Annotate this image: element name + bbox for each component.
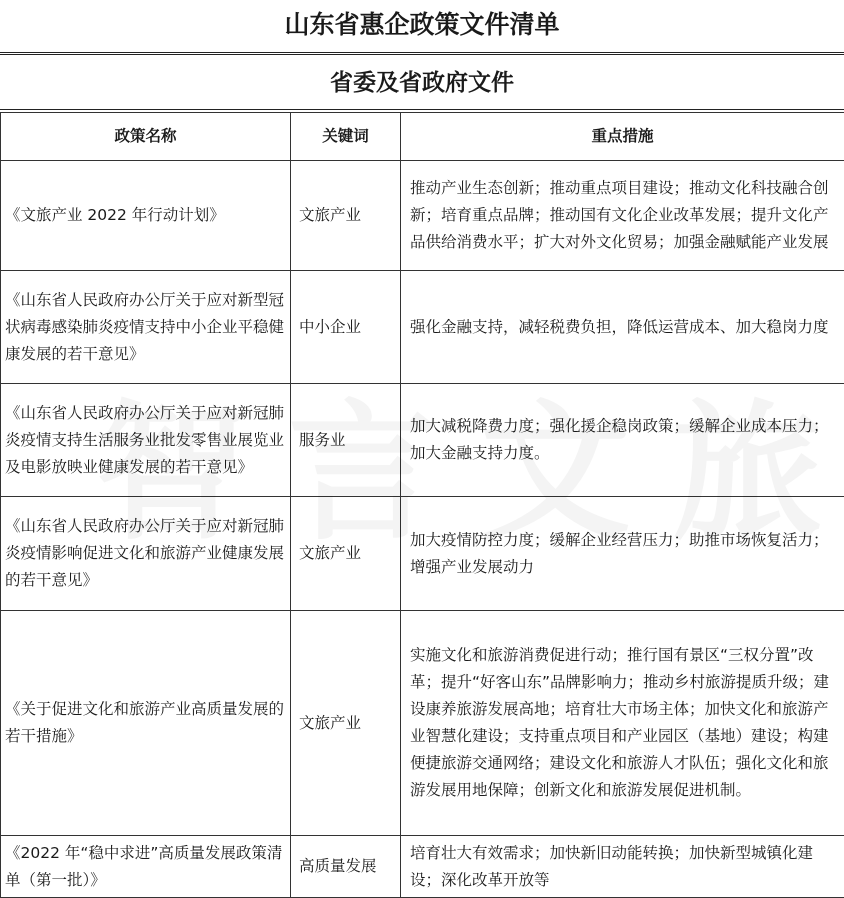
policy-table — [0, 112, 844, 898]
keyword-cell: 中小企业 — [291, 271, 401, 384]
measures-cell: 加大减税降费力度；强化援企稳岗政策；缓解企业成本压力；加大金融支持力度。 — [401, 384, 844, 497]
policy-name-cell: 《2022 年“稳中求进”高质量发展政策清单（第一批）》 — [1, 836, 291, 898]
header-keyword: 关键词 — [291, 113, 401, 161]
table-row — [1, 497, 844, 611]
policy-name-cell: 《山东省人民政府办公厅关于应对新冠肺炎疫情支持生活服务业批发零售业展览业及电影放映业健康发展的若干意见》 — [1, 384, 291, 497]
policy-name-cell: 《文旅产业 2022 年行动计划》 — [1, 161, 291, 271]
keyword-cell: 文旅产业 — [291, 611, 401, 836]
measures-cell: 强化金融支持，减轻税费负担，降低运营成本、加大稳岗力度 — [401, 271, 844, 384]
keyword-cell: 文旅产业 — [291, 497, 401, 611]
header-policy-name: 政策名称 — [1, 113, 291, 161]
measures-cell: 推动产业生态创新；推动重点项目建设；推动文化科技融合创新；培育重点品牌；推动国有文化企业改革发展；提升文化产品供给消费水平；扩大对外文化贸易；加强金融赋能产业发展 — [401, 161, 844, 271]
table-row — [1, 611, 844, 836]
measures-cell: 实施文化和旅游消费促进行动；推行国有景区“三权分置”改革；提升“好客山东”品牌影响力；推动乡村旅游提质升级；建设康养旅游发展高地；培育壮大市场主体；加快文化和旅游产业智慧化建设；支持重点项目和产业园区（基地）建设；构建便捷旅游交通网络；建设文化和旅游人才队伍；强化文化和旅游发展用地保障；创新文化和旅游发展促进机制。 — [401, 611, 844, 836]
policy-name-cell: 《关于促进文化和旅游产业高质量发展的若干措施》 — [1, 611, 291, 836]
table-row — [1, 384, 844, 497]
keyword-cell: 高质量发展 — [291, 836, 401, 898]
section-subtitle: 省委及省政府文件 — [0, 54, 844, 110]
table-header-row — [1, 113, 844, 161]
measures-cell: 培育壮大有效需求；加快新旧动能转换；加快新型城镇化建设；深化改革开放等 — [401, 836, 844, 898]
measures-cell: 加大疫情防控力度；缓解企业经营压力；助推市场恢复活力；增强产业发展动力 — [401, 497, 844, 611]
policy-name-cell: 《山东省人民政府办公厅关于应对新冠肺炎疫情影响促进文化和旅游产业健康发展的若干意见》 — [1, 497, 291, 611]
table-row — [1, 836, 844, 898]
table-row — [1, 271, 844, 384]
document-title: 山东省惠企政策文件清单 — [0, 0, 844, 53]
policy-name-cell: 《山东省人民政府办公厅关于应对新型冠状病毒感染肺炎疫情支持中小企业平稳健康发展的若干意见》 — [1, 271, 291, 384]
table-row — [1, 161, 844, 271]
keyword-cell: 文旅产业 — [291, 161, 401, 271]
header-measures: 重点措施 — [401, 113, 844, 161]
keyword-cell: 服务业 — [291, 384, 401, 497]
